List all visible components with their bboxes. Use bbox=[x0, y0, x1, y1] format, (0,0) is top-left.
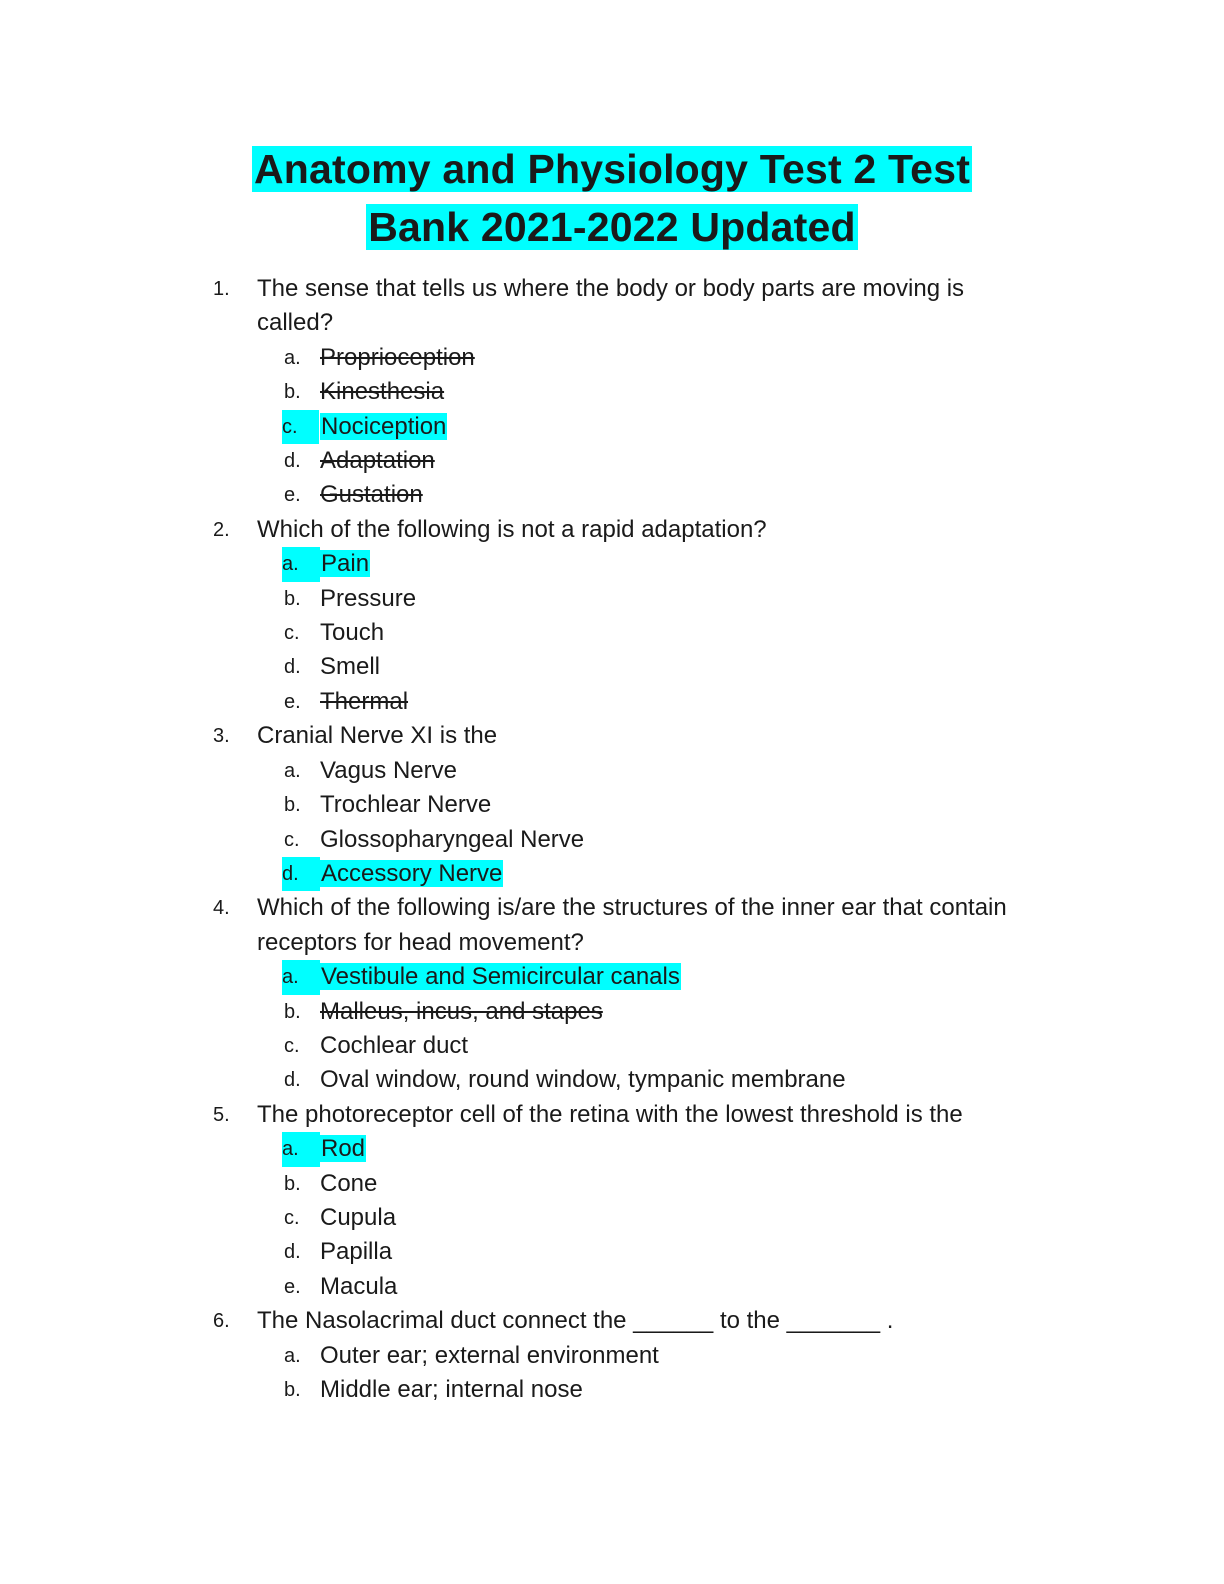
document-title bbox=[0, 140, 1224, 256]
option-text: Outer ear; external environment bbox=[320, 1341, 659, 1369]
struck-option-text: Gustation bbox=[320, 481, 423, 509]
question-text: The Nasolacrimal duct connect the ______ to the _______ . bbox=[257, 1307, 894, 1335]
answer-option bbox=[0, 788, 1044, 822]
option-letter: c. bbox=[284, 1206, 300, 1229]
option-letter: a. bbox=[284, 346, 301, 369]
option-text: Vagus Nerve bbox=[320, 756, 457, 784]
highlighted-answer-text: Vestibule and Semicircular canals bbox=[321, 963, 680, 991]
question-number: 5. bbox=[213, 1103, 230, 1126]
option-letter: b. bbox=[284, 794, 301, 817]
option-letter: d. bbox=[284, 1241, 301, 1264]
option-text: Trochlear Nerve bbox=[320, 791, 492, 819]
answer-option bbox=[0, 960, 1044, 994]
option-letter: a. bbox=[284, 1344, 301, 1367]
option-letter: c. bbox=[284, 828, 300, 851]
option-text: Cupula bbox=[320, 1203, 397, 1231]
question-item bbox=[0, 1304, 1224, 1407]
question-text: Cranial Nerve XI is the bbox=[257, 722, 498, 750]
option-text: Pressure bbox=[320, 584, 417, 612]
question-number: 1. bbox=[213, 278, 230, 300]
option-text: Oval window, round window, tympanic membrane bbox=[320, 1066, 846, 1094]
option-text: Cochlear duct bbox=[320, 1031, 469, 1059]
option-letter: a. bbox=[282, 1132, 320, 1166]
option-letter: e. bbox=[284, 690, 301, 713]
option-text: Middle ear; internal nose bbox=[320, 1376, 583, 1403]
option-list bbox=[257, 960, 1044, 1098]
option-letter: b. bbox=[284, 587, 301, 610]
option-list bbox=[257, 547, 1044, 719]
struck-option-text: Malleus, incus, and stapes bbox=[320, 997, 603, 1025]
question-item bbox=[0, 719, 1224, 891]
option-text: Glossopharyngeal Nerve bbox=[320, 825, 585, 853]
answer-option bbox=[0, 995, 1044, 1029]
answer-option bbox=[0, 857, 1044, 891]
highlighted-answer-text: Nociception bbox=[321, 412, 447, 440]
struck-option-text: Adaptation bbox=[320, 447, 435, 475]
option-letter: e. bbox=[284, 1275, 301, 1298]
highlighted-answer-text: Rod bbox=[321, 1135, 366, 1163]
option-list bbox=[257, 754, 1044, 892]
title-line-1-text: Anatomy and Physiology Test 2 Test bbox=[253, 146, 971, 192]
option-text: Smell bbox=[320, 653, 381, 681]
option-letter: a. bbox=[284, 759, 301, 782]
answer-option bbox=[0, 754, 1044, 788]
option-letter: a. bbox=[282, 547, 320, 581]
question-text: Which of the following is/are the structures of the inner ear that contain receptors for head movement? bbox=[257, 894, 1007, 956]
option-letter: d. bbox=[284, 656, 301, 679]
option-letter: d. bbox=[284, 450, 301, 473]
answer-option bbox=[0, 547, 1044, 581]
answer-option bbox=[0, 341, 1044, 375]
option-letter: b. bbox=[284, 1172, 301, 1195]
question-text: The sense that tells us where the body or body parts are moving is called? bbox=[257, 275, 965, 337]
answer-option bbox=[0, 1339, 1044, 1373]
option-text: Papilla bbox=[320, 1238, 393, 1266]
question-list bbox=[0, 272, 1224, 1407]
option-letter: c. bbox=[282, 410, 319, 444]
option-list bbox=[257, 1339, 1044, 1408]
answer-option bbox=[0, 410, 1044, 444]
question-item bbox=[0, 1098, 1224, 1304]
option-letter: b. bbox=[284, 381, 301, 404]
option-letter: b. bbox=[284, 1379, 301, 1401]
question-number: 3. bbox=[213, 725, 230, 748]
option-list bbox=[257, 1132, 1044, 1304]
answer-option bbox=[0, 1373, 1044, 1407]
option-letter: b. bbox=[284, 1000, 301, 1023]
option-letter: d. bbox=[282, 857, 320, 891]
question-item bbox=[0, 272, 1224, 513]
answer-option bbox=[0, 1063, 1044, 1097]
struck-option-text: Thermal bbox=[320, 687, 409, 715]
question-number: 6. bbox=[213, 1310, 230, 1333]
question-number: 4. bbox=[213, 897, 230, 920]
title-line-2 bbox=[0, 198, 1224, 256]
option-letter: d. bbox=[284, 1069, 301, 1092]
answer-option bbox=[0, 444, 1044, 478]
option-letter: c. bbox=[284, 1034, 300, 1057]
struck-option-text: Proprioception bbox=[320, 343, 475, 371]
option-list bbox=[257, 341, 1044, 513]
option-letter: c. bbox=[284, 622, 300, 645]
answer-option bbox=[0, 478, 1044, 512]
option-letter: a. bbox=[282, 960, 320, 994]
option-letter: e. bbox=[284, 484, 301, 507]
option-text: Touch bbox=[320, 619, 385, 647]
question-item bbox=[0, 891, 1224, 1097]
answer-option bbox=[0, 650, 1044, 684]
highlighted-answer-text: Accessory Nerve bbox=[321, 859, 503, 887]
title-line-2-text: Bank 2021-2022 Updated bbox=[368, 204, 856, 250]
answer-option bbox=[0, 1270, 1044, 1304]
question-number: 2. bbox=[213, 518, 230, 541]
answer-option bbox=[0, 1201, 1044, 1235]
answer-option bbox=[0, 685, 1044, 719]
answer-option bbox=[0, 823, 1044, 857]
answer-option bbox=[0, 616, 1044, 650]
highlighted-answer-text: Pain bbox=[321, 550, 370, 578]
option-text: Macula bbox=[320, 1272, 398, 1300]
answer-option bbox=[0, 375, 1044, 409]
answer-option bbox=[0, 1235, 1044, 1269]
answer-option bbox=[0, 582, 1044, 616]
struck-option-text: Kinesthesia bbox=[320, 378, 445, 406]
title-line-1 bbox=[0, 140, 1224, 198]
question-text: Which of the following is not a rapid adaptation? bbox=[257, 515, 767, 543]
option-text: Cone bbox=[320, 1169, 378, 1197]
answer-option bbox=[0, 1029, 1044, 1063]
answer-option bbox=[0, 1167, 1044, 1201]
question-item bbox=[0, 513, 1224, 719]
answer-option bbox=[0, 1132, 1044, 1166]
question-text: The photoreceptor cell of the retina with the lowest threshold is the bbox=[257, 1100, 963, 1128]
